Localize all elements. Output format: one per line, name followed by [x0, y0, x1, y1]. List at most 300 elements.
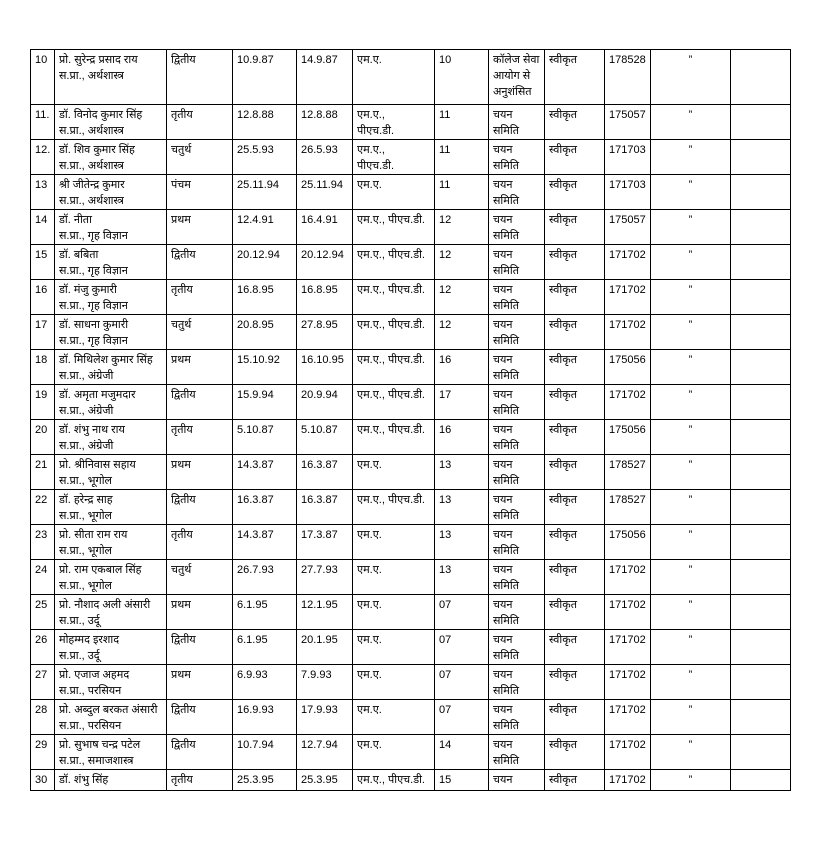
serial-cell-text: 29 — [35, 739, 48, 751]
table-row — [31, 700, 791, 735]
number-cell — [435, 595, 489, 630]
code-cell-text: 171702 — [609, 774, 646, 786]
joining-date-cell-text: 5.10.87 — [301, 424, 338, 436]
date-cell — [233, 350, 297, 385]
joining-date-cell-text: 20.9.94 — [301, 389, 338, 401]
position-cell — [167, 105, 233, 140]
number-cell-text: 13 — [439, 494, 452, 506]
serial-cell — [31, 700, 55, 735]
position-cell — [167, 280, 233, 315]
name-cell-text: डॉ. शंभु नाथ राय — [59, 424, 125, 436]
ditto-cell — [651, 105, 731, 140]
serial-cell — [31, 350, 55, 385]
ditto-cell — [651, 210, 731, 245]
joining-date-cell-text: 27.7.93 — [301, 564, 338, 576]
position-cell — [167, 630, 233, 665]
blank-cell — [731, 455, 791, 490]
qualification-cell-text: एम.ए. — [357, 739, 382, 751]
qualification-cell-text: एम.ए., — [357, 109, 385, 121]
date-cell — [233, 525, 297, 560]
method-cell — [489, 105, 545, 140]
qualification-cell — [353, 350, 435, 385]
status-cell — [545, 630, 605, 665]
table-row — [31, 490, 791, 525]
qualification-cell-text: एम.ए. — [357, 179, 382, 191]
ditto-cell — [651, 595, 731, 630]
joining-date-cell — [297, 700, 353, 735]
table-row — [31, 140, 791, 175]
date-cell-text: 20.8.95 — [237, 319, 274, 331]
ditto-cell-text: ” — [688, 424, 693, 436]
method-cell-text: चयन — [493, 249, 513, 261]
status-cell — [545, 280, 605, 315]
number-cell — [435, 140, 489, 175]
code-cell — [605, 700, 651, 735]
status-cell-text: स्वीकृत — [549, 214, 577, 226]
status-cell-text: स्वीकृत — [549, 109, 577, 121]
serial-cell-text: 20 — [35, 424, 48, 436]
name-cell — [55, 350, 167, 385]
method-cell — [489, 315, 545, 350]
name-cell-text: प्रो. सुरेन्द्र प्रसाद राय — [59, 54, 138, 66]
number-cell-text: 14 — [439, 739, 452, 751]
ditto-cell-text: ” — [688, 599, 693, 611]
method-cell-text: चयन — [493, 284, 513, 296]
joining-date-cell — [297, 630, 353, 665]
number-cell-text: 11 — [439, 109, 451, 121]
code-cell-text: 178528 — [609, 54, 646, 66]
joining-date-cell — [297, 735, 353, 770]
joining-date-cell — [297, 210, 353, 245]
position-cell-text: प्रथम — [171, 354, 191, 366]
method-cell-text: चयन — [493, 669, 513, 681]
number-cell — [435, 315, 489, 350]
name-cell-text: स.प्रा., गृह विज्ञान — [59, 265, 128, 277]
code-cell — [605, 245, 651, 280]
date-cell-text: 25.5.93 — [237, 144, 274, 156]
joining-date-cell-text: 26.5.93 — [301, 144, 338, 156]
name-cell-text: स.प्रा., अर्थशास्त्र — [59, 70, 124, 82]
method-cell-text: समिति — [493, 510, 519, 522]
table-row — [31, 50, 791, 105]
ditto-cell — [651, 560, 731, 595]
status-cell — [545, 490, 605, 525]
blank-cell — [731, 105, 791, 140]
method-cell-text: समिति — [493, 370, 519, 382]
date-cell-text: 6.1.95 — [237, 599, 268, 611]
number-cell — [435, 770, 489, 791]
serial-cell — [31, 315, 55, 350]
name-cell — [55, 385, 167, 420]
code-cell — [605, 490, 651, 525]
table-row — [31, 560, 791, 595]
joining-date-cell-text: 16.10.95 — [301, 354, 344, 366]
serial-cell — [31, 735, 55, 770]
serial-cell-text: 22 — [35, 494, 48, 506]
ditto-cell-text: ” — [688, 564, 693, 576]
date-cell — [233, 735, 297, 770]
ditto-cell — [651, 385, 731, 420]
ditto-cell-text: ” — [688, 179, 693, 191]
table-row — [31, 385, 791, 420]
number-cell-text: 16 — [439, 354, 452, 366]
ditto-cell — [651, 770, 731, 791]
position-cell-text: द्वितीय — [171, 389, 196, 401]
method-cell-text: समिति — [493, 545, 519, 557]
method-cell — [489, 490, 545, 525]
joining-date-cell — [297, 525, 353, 560]
serial-cell — [31, 665, 55, 700]
ditto-cell — [651, 735, 731, 770]
method-cell-text: चयन — [493, 774, 513, 786]
method-cell-text: समिति — [493, 580, 519, 592]
ditto-cell — [651, 315, 731, 350]
number-cell-text: 13 — [439, 564, 452, 576]
number-cell — [435, 210, 489, 245]
table-row — [31, 630, 791, 665]
position-cell-text: चतुर्थ — [171, 144, 192, 156]
method-cell — [489, 525, 545, 560]
name-cell-text: प्रो. नौशाद अली अंसारी — [59, 599, 151, 611]
status-cell — [545, 525, 605, 560]
date-cell — [233, 245, 297, 280]
status-cell — [545, 175, 605, 210]
qualification-cell — [353, 525, 435, 560]
name-cell-text: स.प्रा., समाजशास्त्र — [59, 755, 134, 767]
name-cell-text: स.प्रा., अर्थशास्त्र — [59, 125, 124, 137]
method-cell-text: समिति — [493, 195, 519, 207]
qualification-cell — [353, 140, 435, 175]
method-cell-text: समिति — [493, 440, 519, 452]
date-cell-text: 16.3.87 — [237, 494, 274, 506]
joining-date-cell-text: 12.8.88 — [301, 109, 338, 121]
joining-date-cell — [297, 175, 353, 210]
qualification-cell — [353, 280, 435, 315]
ditto-cell-text: ” — [688, 109, 693, 121]
serial-cell-text: 16 — [35, 284, 48, 296]
method-cell — [489, 455, 545, 490]
name-cell — [55, 700, 167, 735]
ditto-cell — [651, 140, 731, 175]
date-cell — [233, 630, 297, 665]
date-cell — [233, 490, 297, 525]
ditto-cell-text: ” — [688, 389, 693, 401]
ditto-cell-text: ” — [688, 774, 693, 786]
status-cell — [545, 770, 605, 791]
date-cell — [233, 700, 297, 735]
number-cell — [435, 525, 489, 560]
method-cell-text: चयन — [493, 564, 513, 576]
name-cell — [55, 770, 167, 791]
code-cell-text: 171702 — [609, 739, 646, 751]
number-cell — [435, 630, 489, 665]
table-row — [31, 280, 791, 315]
number-cell-text: 07 — [439, 634, 452, 646]
code-cell-text: 175057 — [609, 214, 646, 226]
name-cell — [55, 315, 167, 350]
serial-cell-text: 19 — [35, 389, 48, 401]
name-cell — [55, 455, 167, 490]
name-cell-text: श्री जीतेन्द्र कुमार — [59, 179, 125, 191]
code-cell — [605, 560, 651, 595]
qualification-cell-text: एम.ए. — [357, 54, 382, 66]
table-row — [31, 315, 791, 350]
serial-cell-text: 10 — [35, 54, 48, 66]
ditto-cell-text: ” — [688, 529, 693, 541]
status-cell — [545, 560, 605, 595]
blank-cell — [731, 665, 791, 700]
status-cell — [545, 140, 605, 175]
position-cell — [167, 385, 233, 420]
position-cell — [167, 665, 233, 700]
code-cell-text: 175056 — [609, 529, 646, 541]
name-cell — [55, 595, 167, 630]
position-cell — [167, 770, 233, 791]
status-cell — [545, 595, 605, 630]
name-cell — [55, 280, 167, 315]
name-cell-text: स.प्रा., गृह विज्ञान — [59, 230, 128, 242]
blank-cell — [731, 595, 791, 630]
position-cell — [167, 245, 233, 280]
serial-cell — [31, 770, 55, 791]
qualification-cell — [353, 50, 435, 105]
joining-date-cell — [297, 665, 353, 700]
code-cell — [605, 210, 651, 245]
serial-cell — [31, 105, 55, 140]
name-cell-text: प्रो. सीता राम राय — [59, 529, 128, 541]
ditto-cell-text: ” — [688, 54, 693, 66]
position-cell — [167, 455, 233, 490]
method-cell-text: समिति — [493, 755, 519, 767]
status-cell — [545, 665, 605, 700]
qualification-cell-text: एम.ए. — [357, 599, 382, 611]
name-cell-text: डॉ. बबिता — [59, 249, 99, 261]
blank-cell — [731, 175, 791, 210]
blank-cell — [731, 525, 791, 560]
position-cell — [167, 350, 233, 385]
code-cell — [605, 455, 651, 490]
serial-cell-text: 14 — [35, 214, 48, 226]
date-cell-text: 14.3.87 — [237, 529, 274, 541]
blank-cell — [731, 490, 791, 525]
method-cell-text: चयन — [493, 389, 513, 401]
position-cell-text: द्वितीय — [171, 494, 196, 506]
date-cell — [233, 175, 297, 210]
joining-date-cell-text: 25.11.94 — [301, 179, 344, 191]
method-cell — [489, 210, 545, 245]
ditto-cell — [651, 700, 731, 735]
position-cell-text: द्वितीय — [171, 54, 196, 66]
date-cell — [233, 140, 297, 175]
status-cell-text: स्वीकृत — [549, 704, 577, 716]
method-cell-text: समिति — [493, 160, 519, 172]
status-cell-text: स्वीकृत — [549, 564, 577, 576]
method-cell — [489, 385, 545, 420]
joining-date-cell-text: 16.8.95 — [301, 284, 338, 296]
serial-cell — [31, 455, 55, 490]
date-cell-text: 15.10.92 — [237, 354, 280, 366]
qualification-cell-text: एम.ए. — [357, 564, 382, 576]
method-cell-text: चयन — [493, 599, 513, 611]
joining-date-cell-text: 16.4.91 — [301, 214, 338, 226]
position-cell-text: तृतीय — [171, 109, 193, 121]
serial-cell — [31, 490, 55, 525]
joining-date-cell-text: 14.9.87 — [301, 54, 338, 66]
number-cell — [435, 560, 489, 595]
serial-cell — [31, 630, 55, 665]
code-cell — [605, 175, 651, 210]
serial-cell-text: 25 — [35, 599, 48, 611]
qualification-cell-text: एम.ए., पीएच.डी. — [357, 424, 425, 436]
method-cell-text: चयन — [493, 319, 513, 331]
status-cell-text: स्वीकृत — [549, 634, 577, 646]
method-cell-text: समिति — [493, 265, 519, 277]
blank-cell — [731, 560, 791, 595]
date-cell-text: 15.9.94 — [237, 389, 274, 401]
name-cell-text: प्रो. श्रीनिवास सहाय — [59, 459, 136, 471]
position-cell-text: तृतीय — [171, 774, 193, 786]
joining-date-cell — [297, 350, 353, 385]
qualification-cell — [353, 245, 435, 280]
joining-date-cell-text: 16.3.87 — [301, 459, 338, 471]
serial-cell-text: 11. — [35, 109, 50, 121]
method-cell — [489, 770, 545, 791]
ditto-cell-text: ” — [688, 739, 693, 751]
method-cell-text: समिति — [493, 615, 519, 627]
status-cell-text: स्वीकृत — [549, 669, 577, 681]
ditto-cell-text: ” — [688, 319, 693, 331]
joining-date-cell — [297, 140, 353, 175]
status-cell-text: स्वीकृत — [549, 284, 577, 296]
qualification-cell — [353, 210, 435, 245]
qualification-cell — [353, 770, 435, 791]
method-cell-text: चयन — [493, 354, 513, 366]
date-cell-text: 6.1.95 — [237, 634, 268, 646]
blank-cell — [731, 770, 791, 791]
position-cell-text: द्वितीय — [171, 249, 196, 261]
position-cell-text: प्रथम — [171, 214, 191, 226]
method-cell — [489, 700, 545, 735]
serial-cell — [31, 280, 55, 315]
joining-date-cell-text: 12.7.94 — [301, 739, 338, 751]
number-cell — [435, 105, 489, 140]
number-cell-text: 07 — [439, 599, 452, 611]
name-cell-text: स.प्रा., गृह विज्ञान — [59, 335, 128, 347]
serial-cell-text: 23 — [35, 529, 48, 541]
name-cell-text: मोहम्मद इरशाद — [59, 634, 120, 646]
position-cell — [167, 140, 233, 175]
qualification-cell — [353, 105, 435, 140]
ditto-cell — [651, 175, 731, 210]
position-cell-text: तृतीय — [171, 529, 193, 541]
code-cell — [605, 770, 651, 791]
qualification-cell-text: एम.ए. — [357, 704, 382, 716]
joining-date-cell-text: 12.1.95 — [301, 599, 338, 611]
status-cell — [545, 210, 605, 245]
status-cell — [545, 385, 605, 420]
ditto-cell — [651, 280, 731, 315]
status-cell — [545, 420, 605, 455]
method-cell-text: चयन — [493, 459, 513, 471]
status-cell — [545, 315, 605, 350]
qualification-cell-text: एम.ए. — [357, 634, 382, 646]
name-cell — [55, 665, 167, 700]
ditto-cell — [651, 525, 731, 560]
joining-date-cell — [297, 560, 353, 595]
status-cell-text: स्वीकृत — [549, 494, 577, 506]
name-cell — [55, 210, 167, 245]
number-cell — [435, 280, 489, 315]
number-cell-text: 12 — [439, 319, 452, 331]
joining-date-cell — [297, 50, 353, 105]
method-cell-text: समिति — [493, 720, 519, 732]
status-cell-text: स्वीकृत — [549, 354, 577, 366]
method-cell-text: कॉलेज सेवा — [493, 54, 540, 66]
qualification-cell — [353, 630, 435, 665]
name-cell — [55, 490, 167, 525]
name-cell — [55, 105, 167, 140]
joining-date-cell-text: 27.8.95 — [301, 319, 338, 331]
position-cell-text: द्वितीय — [171, 739, 196, 751]
serial-cell-text: 17 — [35, 319, 48, 331]
ditto-cell-text: ” — [688, 214, 693, 226]
ditto-cell-text: ” — [688, 284, 693, 296]
ditto-cell — [651, 350, 731, 385]
date-cell-text: 16.8.95 — [237, 284, 274, 296]
ditto-cell — [651, 420, 731, 455]
number-cell — [435, 665, 489, 700]
blank-cell — [731, 280, 791, 315]
serial-cell — [31, 560, 55, 595]
status-cell-text: स्वीकृत — [549, 319, 577, 331]
position-cell — [167, 735, 233, 770]
number-cell-text: 10 — [439, 54, 452, 66]
joining-date-cell — [297, 595, 353, 630]
serial-cell — [31, 420, 55, 455]
serial-cell — [31, 595, 55, 630]
name-cell — [55, 50, 167, 105]
status-cell — [545, 735, 605, 770]
joining-date-cell-text: 20.1.95 — [301, 634, 338, 646]
name-cell-text: प्रो. राम एकबाल सिंह — [59, 564, 142, 576]
name-cell-text: डॉ. शिव कुमार सिंह — [59, 144, 135, 156]
name-cell-text: स.प्रा., भूगोल — [59, 510, 113, 522]
method-cell-text: अनुशंसित — [493, 86, 532, 98]
name-cell — [55, 560, 167, 595]
status-cell — [545, 105, 605, 140]
code-cell-text: 171702 — [609, 249, 646, 261]
code-cell-text: 171702 — [609, 284, 646, 296]
number-cell-text: 07 — [439, 704, 452, 716]
method-cell-text: चयन — [493, 424, 513, 436]
position-cell — [167, 525, 233, 560]
qualification-cell-text: एम.ए., पीएच.डी. — [357, 214, 425, 226]
joining-date-cell-text: 25.3.95 — [301, 774, 338, 786]
date-cell-text: 20.12.94 — [237, 249, 280, 261]
position-cell-text: चतुर्थ — [171, 319, 192, 331]
ditto-cell — [651, 245, 731, 280]
name-cell-text: प्रो. अब्दुल बरकत अंसारी — [59, 704, 158, 716]
date-cell — [233, 315, 297, 350]
joining-date-cell — [297, 455, 353, 490]
blank-cell — [731, 700, 791, 735]
number-cell — [435, 350, 489, 385]
table-row — [31, 420, 791, 455]
name-cell — [55, 630, 167, 665]
table-row — [31, 245, 791, 280]
qualification-cell-text: एम.ए., पीएच.डी. — [357, 494, 425, 506]
status-cell — [545, 245, 605, 280]
